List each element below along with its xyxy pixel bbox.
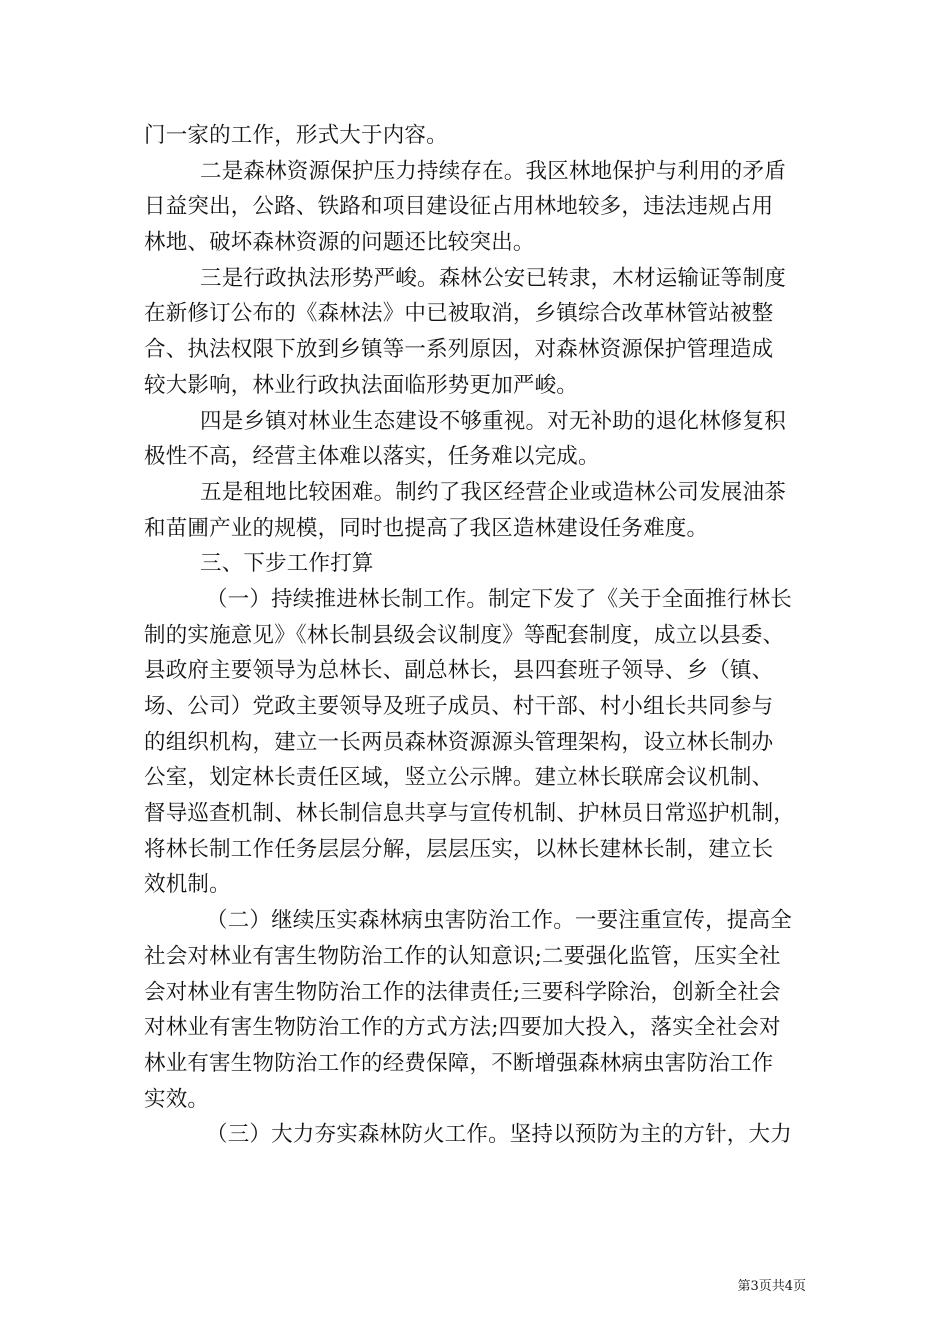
text-line: 林地、破坏森林资源的问题还比较突出。 — [144, 230, 535, 256]
text-line: 督导巡查机制、林长制信息共享与宣传机制、护林员日常巡护机制， — [144, 801, 796, 827]
text-line: 日益突出，公路、铁路和项目建设征占用林地较多，违法违规占用 — [144, 194, 774, 220]
text-line: 县政府主要领导为总林长、副总林长，县四套班子领导、乡（镇、 — [144, 658, 774, 684]
text-line: 在新修订公布的《森林法》中已被取消，乡镇综合改革林管站被整 — [144, 301, 774, 327]
page-number: 第3页共4页 — [737, 1279, 806, 1294]
text-line: 实效。 — [144, 1086, 210, 1112]
text-line: 效机制。 — [144, 872, 231, 898]
text-line: 会对林业有害生物防治工作的法律责任;三要科学除治，创新全社会 — [144, 979, 781, 1005]
text-line: 三是行政执法形势严峻。森林公安已转隶，木材运输证等制度 — [200, 265, 786, 291]
text-line: 合、执法权限下放到乡镇等一系列原因，对森林资源保护管理造成 — [144, 337, 774, 363]
text-line: 四是乡镇对林业生态建设不够重视。对无补助的退化林修复积 — [200, 408, 786, 434]
document-body — [144, 118, 812, 1153]
text-line: 社会对林业有害生物防治工作的认知意识;二要强化监管，压实全社 — [144, 943, 781, 969]
text-line: 公室，划定林长责任区域，竖立公示牌。建立林长联席会议机制、 — [144, 765, 774, 791]
text-line: 门一家的工作，形式大于内容。 — [144, 123, 448, 148]
text-line: 和苗圃产业的规模，同时也提高了我区造林建设任务难度。 — [144, 515, 709, 541]
section-heading: 三、下步工作打算 — [200, 551, 374, 577]
text-line: 较大影响，林业行政执法面临形势更加严峻。 — [144, 372, 579, 398]
text-line: 将林长制工作任务层层分解，层层压实，以林长建林长制，建立长 — [144, 836, 774, 862]
text-line: 的组织机构，建立一长两员森林资源源头管理架构，设立林长制办 — [144, 729, 774, 755]
text-line: 林业有害生物防治工作的经费保障，不断增强森林病虫害防治工作 — [144, 1050, 774, 1076]
text-line: 五是租地比较困难。制约了我区经营企业或造林公司发展油茶 — [200, 479, 786, 505]
text-line: （二）继续压实森林病虫害防治工作。一要注重宣传，提高全 — [206, 908, 792, 934]
text-line: 制的实施意见》《林长制县级会议制度》等配套制度，成立以县委、 — [144, 622, 785, 648]
text-line: 场、公司）党政主要领导及班子成员、村干部、村小组长共同参与 — [144, 694, 774, 719]
text-line: （一）持续推进林长制工作。制定下发了《关于全面推行林长 — [206, 586, 792, 612]
text-line: 对林业有害生物防治工作的方式方法;四要加大投入，落实全社会对 — [144, 1015, 781, 1041]
text-line: 极性不高，经营主体难以落实，任务难以完成。 — [144, 444, 600, 470]
text-line: （三）大力夯实森林防火工作。坚持以预防为主的方针，大力 — [206, 1122, 792, 1148]
text-line: 二是森林资源保护压力持续存在。我区林地保护与利用的矛盾 — [200, 158, 786, 184]
